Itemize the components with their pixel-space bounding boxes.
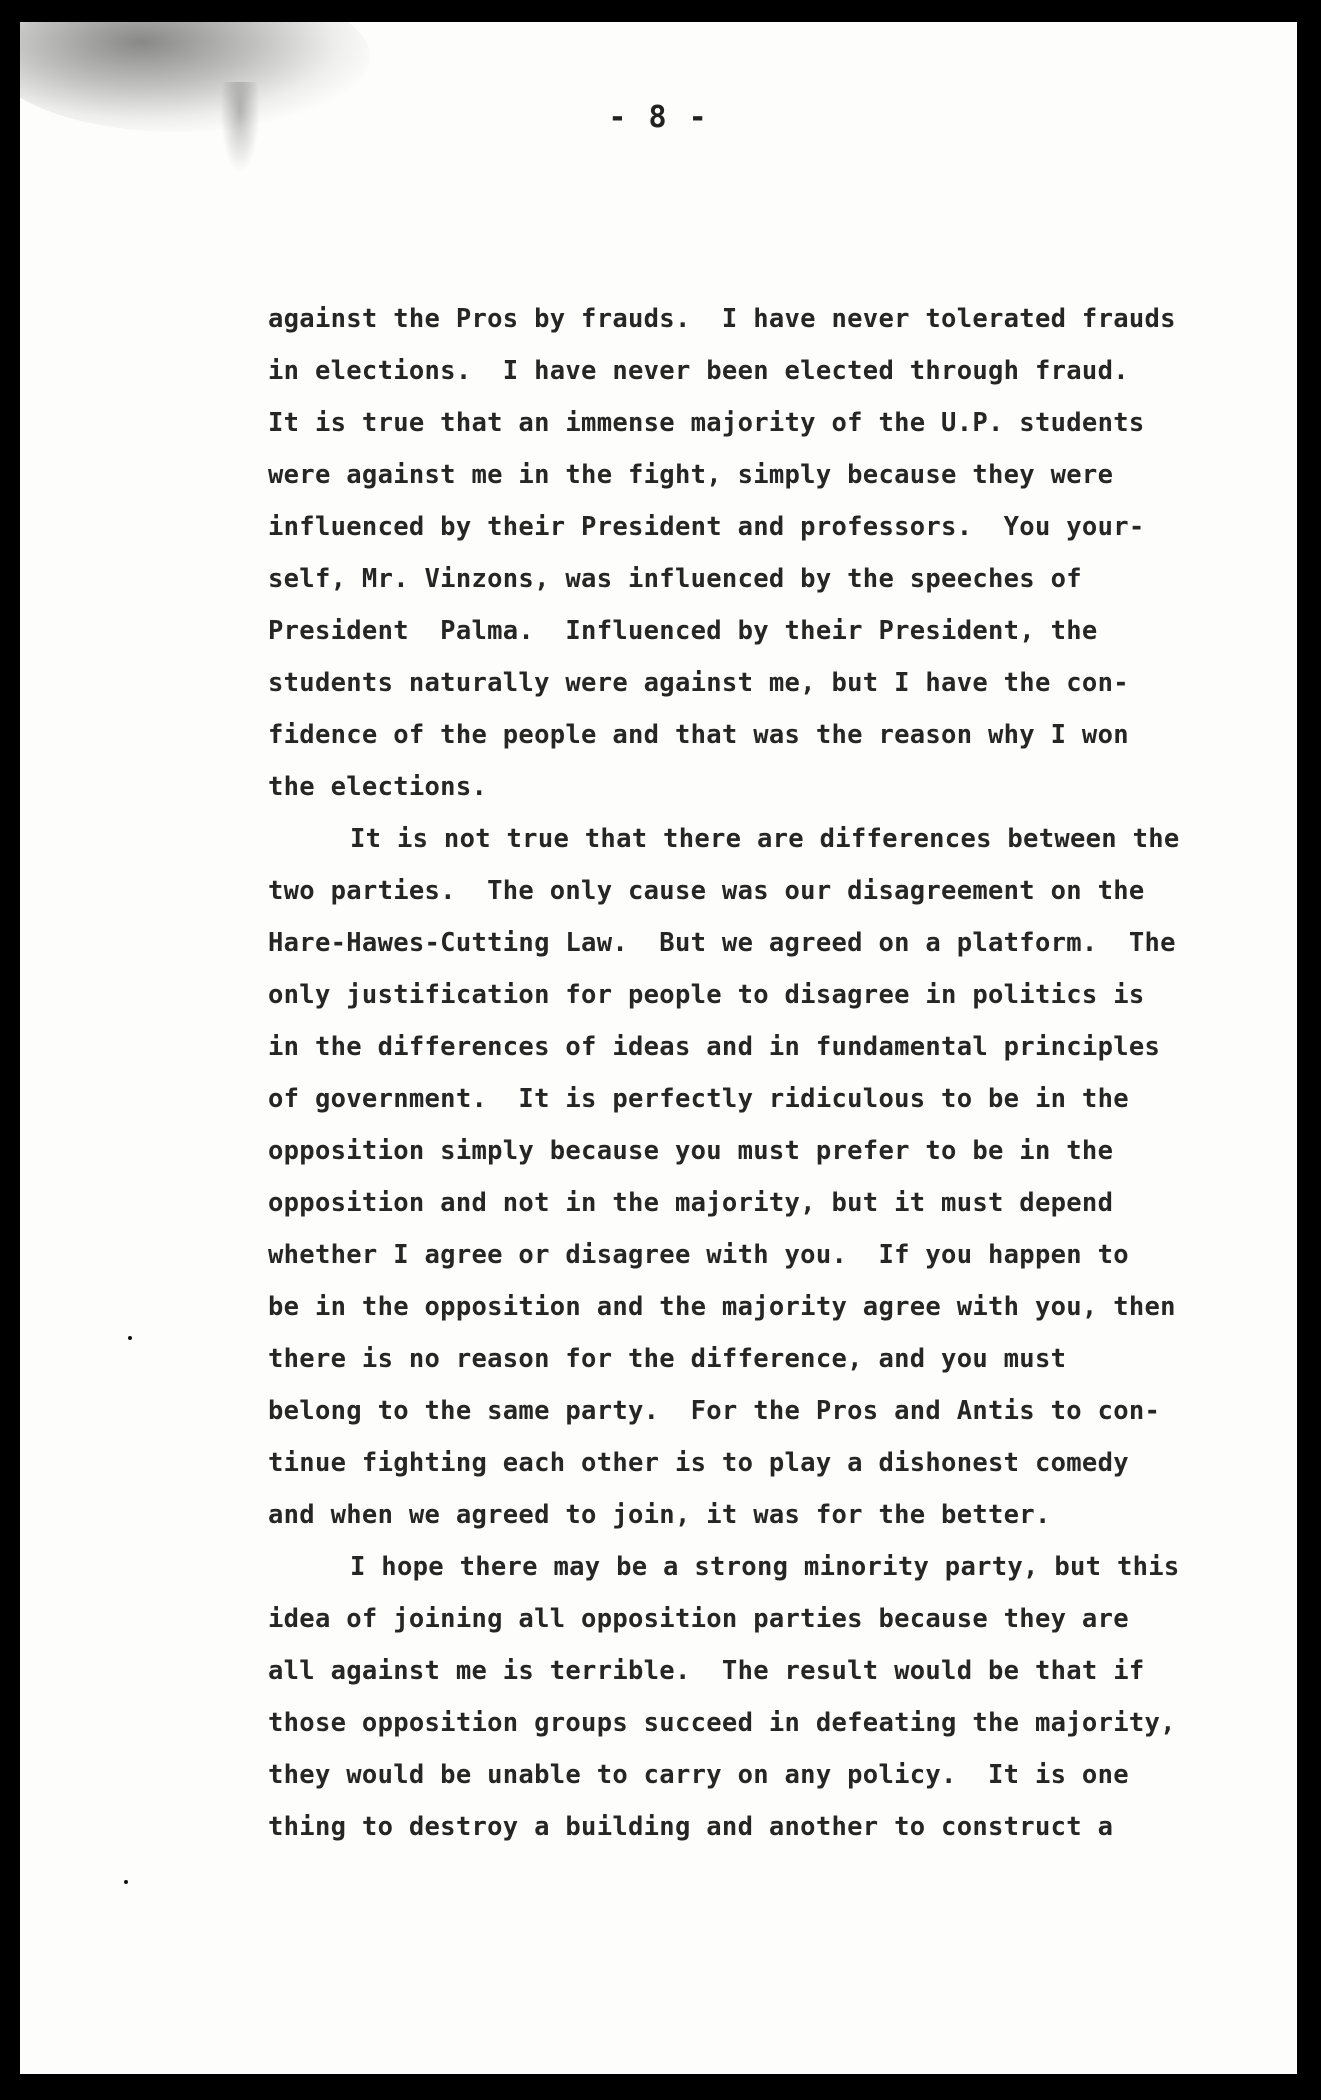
text-line: they would be unable to carry on any policy. It is one bbox=[268, 1760, 1129, 1790]
text-line: President Palma. Influenced by their President, the bbox=[268, 616, 1098, 646]
text-line: there is no reason for the difference, and you must bbox=[268, 1344, 1067, 1374]
text-line: in the differences of ideas and in fundamental principles bbox=[268, 1032, 1161, 1062]
speck-mark bbox=[124, 1880, 128, 1884]
text-line: opposition and not in the majority, but it must depend bbox=[268, 1188, 1114, 1218]
page-number: - 8 - bbox=[608, 100, 709, 135]
text-line: only justification for people to disagree in politics is bbox=[268, 980, 1145, 1010]
text-line: were against me in the fight, simply because they were bbox=[268, 460, 1114, 490]
text-line: two parties. The only cause was our disagreement on the bbox=[268, 876, 1145, 906]
text-line: idea of joining all opposition parties because they are bbox=[268, 1604, 1129, 1634]
document-page bbox=[20, 22, 1297, 2074]
text-line: and when we agreed to join, it was for the better. bbox=[268, 1500, 1051, 1530]
text-line: of government. It is perfectly ridiculous to be in the bbox=[268, 1084, 1129, 1114]
text-line: all against me is terrible. The result would be that if bbox=[268, 1656, 1145, 1686]
text-line: thing to destroy a building and another to construct a bbox=[268, 1812, 1114, 1842]
text-line: fidence of the people and that was the reason why I won bbox=[268, 720, 1129, 750]
text-line: in elections. I have never been elected through fraud. bbox=[268, 356, 1129, 386]
text-line: students naturally were against me, but I have the con- bbox=[268, 668, 1129, 698]
speck-mark bbox=[128, 1336, 132, 1340]
text-line: It is true that an immense majority of the U.P. students bbox=[268, 408, 1145, 438]
text-line: opposition simply because you must prefer to be in the bbox=[268, 1136, 1114, 1166]
text-line: tinue fighting each other is to play a dishonest comedy bbox=[268, 1448, 1129, 1478]
text-line: be in the opposition and the majority agree with you, then bbox=[268, 1292, 1176, 1322]
text-line: Hare-Hawes-Cutting Law. But we agreed on a platform. The bbox=[268, 928, 1176, 958]
text-line: influenced by their President and professors. You your- bbox=[268, 512, 1145, 542]
paragraph-start-line: It is not true that there are differences between the bbox=[350, 824, 1180, 854]
text-line: the elections. bbox=[268, 772, 488, 802]
text-line: those opposition groups succeed in defeating the majority, bbox=[268, 1708, 1176, 1738]
text-line: against the Pros by frauds. I have never tolerated frauds bbox=[268, 304, 1176, 334]
text-line: self, Mr. Vinzons, was influenced by the speeches of bbox=[268, 564, 1082, 594]
text-line: belong to the same party. For the Pros and Antis to con- bbox=[268, 1396, 1161, 1426]
paragraph-start-line: I hope there may be a strong minority party, but this bbox=[350, 1552, 1180, 1582]
text-line: whether I agree or disagree with you. If you happen to bbox=[268, 1240, 1129, 1270]
